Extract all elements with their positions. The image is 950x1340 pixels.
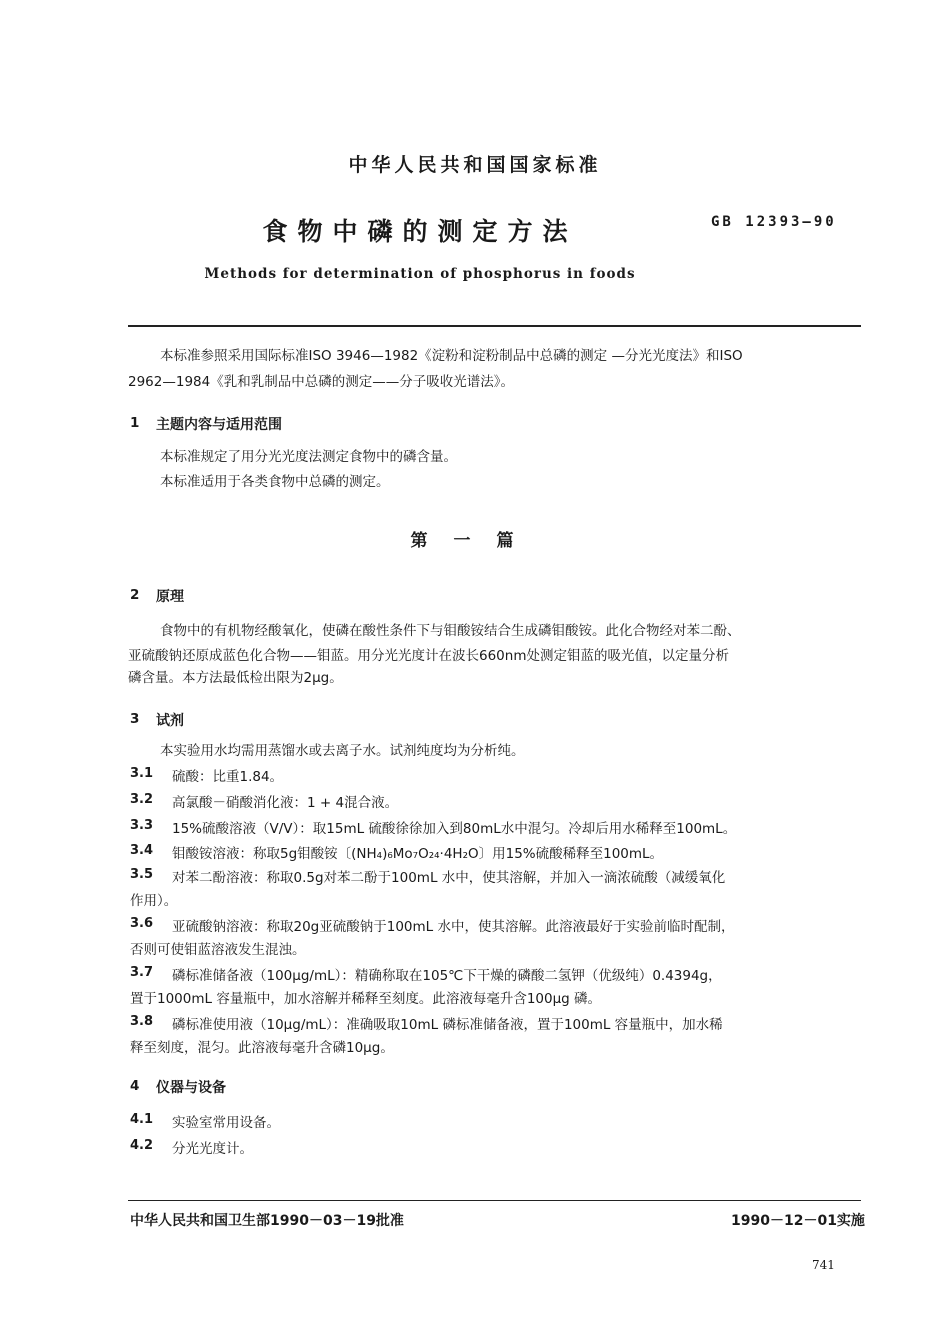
item-number: 3.2 xyxy=(130,792,154,807)
approval-date: 中华人民共和国卫生部1990－03－19批准 xyxy=(130,1213,404,1229)
item-continuation: 作用）。 xyxy=(130,893,178,909)
item-number: 4.1 xyxy=(130,1112,154,1127)
section-2-title: 原理 xyxy=(156,589,184,605)
section-3-number: 3 xyxy=(130,711,140,727)
section-2-line-1: 食物中的有机物经酸氧化，使磷在酸性条件下与钼酸铵结合生成磷钼酸铵。此化合物经对苯二酚、 xyxy=(160,623,741,639)
national-standard-heading: 中华人民共和国国家标准 xyxy=(348,154,602,176)
item-continuation: 释至刻度，混匀。此溶液每毫升含磷10μg。 xyxy=(130,1040,394,1056)
item-text: 高氯酸－硝酸消化液：1 + 4混合液。 xyxy=(172,795,399,811)
page-number: 741 xyxy=(812,1258,835,1272)
item-text: 磷标准使用液（10μg/mL）：准确吸取10mL 磷标准储备液，置于100mL 容量瓶中，加水稀 xyxy=(172,1017,723,1033)
section-2-line-2: 亚硫酸钠还原成蓝色化合物——钼蓝。用分光光度计在波长660nm处测定钼蓝的吸光值，以定量分析 xyxy=(128,648,729,664)
section-3-intro: 本实验用水均需用蒸馏水或去离子水。试剂纯度均为分析纯。 xyxy=(160,743,525,759)
item-text: 亚硫酸钠溶液：称取20g亚硫酸钠于100mL 水中，使其溶解。此溶液最好于实验前临时配制， xyxy=(172,919,735,935)
section-1-line-1: 本标准规定了用分光光度法测定食物中的磷含量。 xyxy=(160,449,457,465)
section-2-number: 2 xyxy=(130,587,140,603)
item-text: 对苯二酚溶液：称取0.5g对苯二酚于100mL 水中，使其溶解，并加入一滴浓硫酸（减缓氧化 xyxy=(172,870,726,886)
footer-rule xyxy=(128,1200,861,1201)
header-rule xyxy=(128,325,861,327)
section-2-line-3: 磷含量。本方法最低检出限为2μg。 xyxy=(128,670,343,686)
item-number: 3.8 xyxy=(130,1014,154,1029)
item-text: 硫酸：比重1.84。 xyxy=(172,769,284,785)
item-number: 3.3 xyxy=(130,818,154,833)
implementation-date: 1990－12－01实施 xyxy=(731,1213,865,1229)
item-text: 钼酸铵溶液：称取5g钼酸铵〔(NH₄)₆Mo₇O₂₄·4H₂O〕用15%硫酸稀释至100mL。 xyxy=(172,846,664,862)
item-continuation: 置于1000mL 容量瓶中，加水溶解并稀释至刻度。此溶液每毫升含100μg 磷。 xyxy=(130,991,602,1007)
item-text: 实验室常用设备。 xyxy=(172,1115,280,1131)
item-number: 3.1 xyxy=(130,766,154,781)
english-title: Methods for determination of phosphorus in foods xyxy=(204,266,636,282)
item-text: 磷标准储备液（100μg/mL）：精确称取在105℃下干燥的磷酸二氢钾（优级纯）0.4394g， xyxy=(172,968,722,984)
intro-line-2: 2962—1984《乳和乳制品中总磷的测定——分子吸收光谱法》。 xyxy=(128,374,514,390)
item-text: 分光光度计。 xyxy=(172,1141,253,1157)
standard-code: GB 12393—90 xyxy=(711,214,837,230)
item-number: 3.4 xyxy=(130,843,154,858)
section-1-line-2: 本标准适用于各类食物中总磷的测定。 xyxy=(160,474,390,490)
part-heading: 第一篇 xyxy=(410,531,540,551)
item-continuation: 否则可使钼蓝溶液发生混浊。 xyxy=(130,942,306,958)
section-1-number: 1 xyxy=(130,415,140,431)
section-1-title: 主题内容与适用范围 xyxy=(156,417,282,433)
section-3-title: 试剂 xyxy=(156,713,184,729)
section-4-title: 仪器与设备 xyxy=(156,1080,226,1096)
item-number: 3.5 xyxy=(130,867,154,882)
item-text: 15%硫酸溶液（V/V）：取15mL 硫酸徐徐加入到80mL水中混匀。冷却后用水稀释至100mL。 xyxy=(172,821,737,837)
intro-line-1: 本标准参照采用国际标准ISO 3946—1982《淀粉和淀粉制品中总磷的测定 —分光光度法》和ISO xyxy=(160,348,743,364)
item-number: 4.2 xyxy=(130,1138,154,1153)
document-title: 食物中磷的测定方法 xyxy=(262,217,578,246)
item-number: 3.6 xyxy=(130,916,154,931)
item-number: 3.7 xyxy=(130,965,154,980)
section-4-number: 4 xyxy=(130,1078,140,1094)
